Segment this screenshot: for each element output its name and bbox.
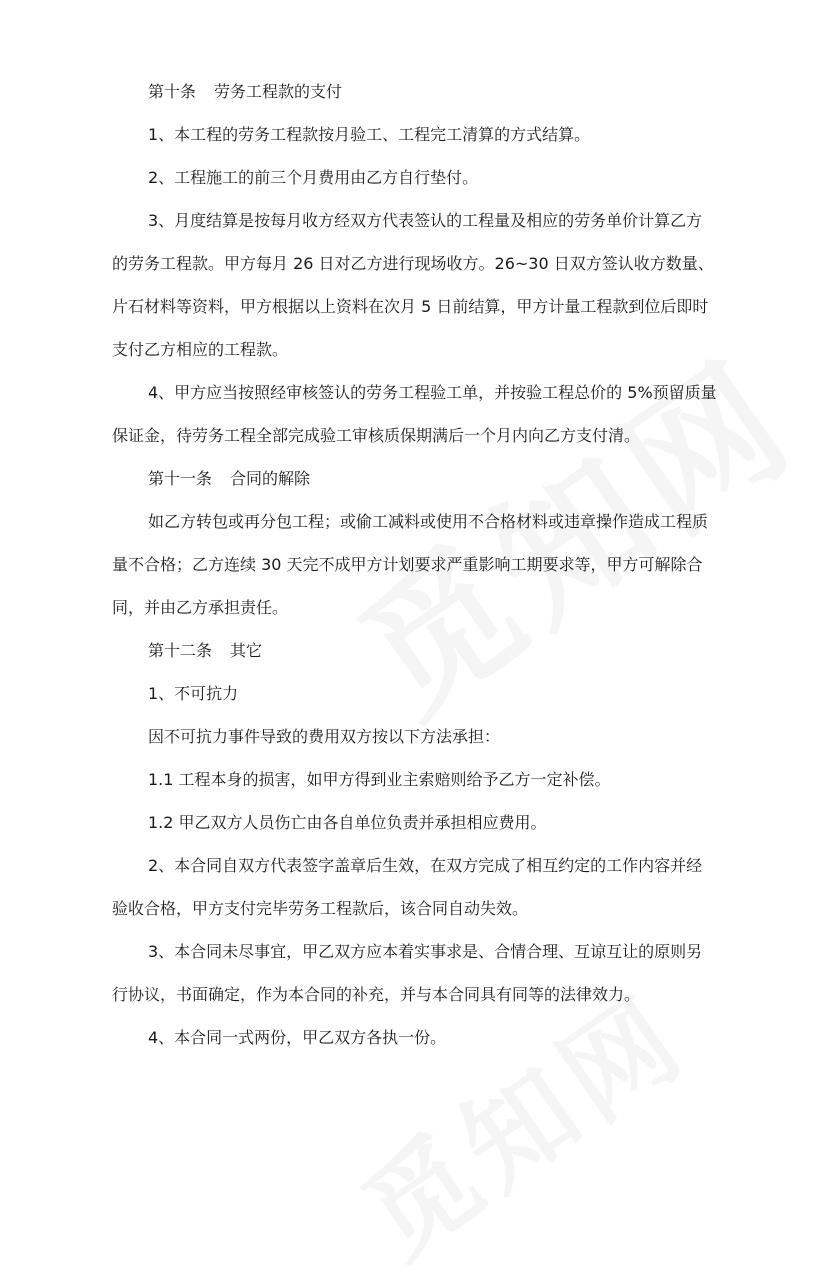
paragraph-line: 3、月度结算是按每月收方经双方代表签认的工程量及相应的劳务单价计算乙方 (148, 211, 703, 230)
section-heading (112, 629, 740, 672)
paragraph-line: 2、本合同自双方代表签字盖章后生效，在双方完成了相互约定的工作内容并经 (148, 856, 703, 875)
paragraph-line: 片石材料等资料，甲方根据以上资料在次月 5 日前结算，甲方计量工程款到位后即时 (112, 297, 709, 316)
paragraph-line: 支付乙方相应的工程款。 (112, 340, 289, 359)
paragraph-line: 1.2 甲乙双方人员伤亡由各自单位负责并承担相应费用。 (148, 813, 547, 832)
section-number: 第十一条 (148, 469, 213, 488)
paragraph-line: 3、本合同未尽事宜，甲乙双方应本着实事求是、合情合理、互谅互让的原则另 (148, 942, 703, 961)
paragraph-line: 行协议，书面确定，作为本合同的补充，并与本合同具有同等的法律效力。 (112, 985, 641, 1004)
section-title: 合同的解除 (230, 469, 311, 488)
section-heading (112, 70, 740, 113)
paragraph-line: 1、不可抗力 (148, 684, 239, 703)
paragraph-line: 1.1 工程本身的损害，如甲方得到业主索赔则给予乙方一定补偿。 (148, 770, 611, 789)
section-number: 第十条 (148, 82, 197, 101)
paragraph-line: 1、本工程的劳务工程款按月验工、工程完工清算的方式结算。 (148, 125, 591, 144)
paragraph-line: 2、工程施工的前三个月费用由乙方自行垫付。 (148, 168, 479, 187)
paragraph-line: 保证金，待劳务工程全部完成验工审核质保期满后一个月内向乙方支付清。 (112, 426, 641, 445)
paragraph-line: 同，并由乙方承担责任。 (112, 598, 289, 617)
paragraph-line: 量不合格；乙方连续 30 天完不成甲方计划要求严重影响工期要求等，甲方可解除合 (112, 555, 703, 574)
paragraph-line: 因不可抗力事件导致的费用双方按以下方法承担： (148, 727, 501, 746)
paragraph-line: 如乙方转包或再分包工程；或偷工减料或使用不合格材料或违章操作造成工程质 (148, 512, 709, 531)
section-heading (112, 457, 740, 500)
paragraph-line: 4、甲方应当按照经审核签认的劳务工程验工单，并按验工程总价的 5%预留质量 (148, 383, 717, 402)
contract-body (112, 70, 740, 1059)
section-number: 第十二条 (148, 641, 213, 660)
section-title: 劳务工程款的支付 (214, 82, 343, 101)
paragraph-line: 验收合格，甲方支付完毕劳务工程款后，该合同自动失效。 (112, 899, 529, 918)
paragraph-line: 的劳务工程款。甲方每月 26 日对乙方进行现场收方。26~30 日双方签认收方数量、 (112, 254, 714, 273)
section-title: 其它 (230, 641, 263, 660)
paragraph-line: 4、本合同一式两份，甲乙双方各执一份。 (148, 1028, 447, 1047)
